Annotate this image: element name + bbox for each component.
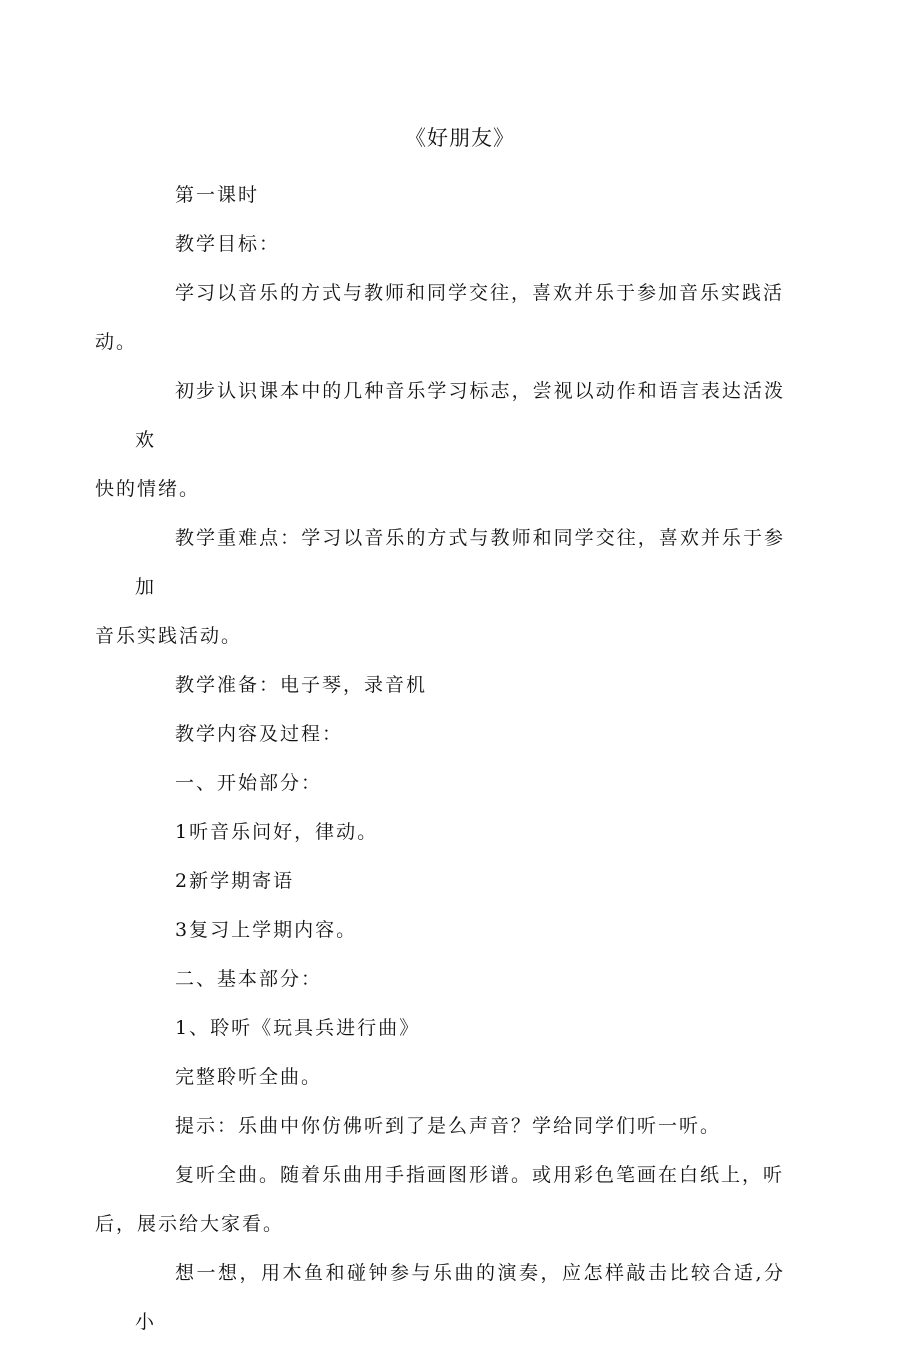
paragraph-line: 提示：乐曲中你仿佛听到了是么声音？学给同学们听一听。 [175, 1115, 722, 1137]
paragraph-step-2 [135, 857, 785, 906]
paragraph-key-difficulty [95, 514, 785, 661]
paragraph-line: 初步认识课本中的几种音乐学习标志，尝视以动作和语言表达活泼欢 [135, 380, 785, 451]
paragraph-content-process-heading [135, 710, 785, 759]
paragraph-section-start [135, 759, 785, 808]
paragraph-line: 完整聆听全曲。 [175, 1066, 323, 1088]
paragraph-line: 1听音乐问好，律动。 [175, 821, 379, 843]
paragraph-line: 第一课时 [175, 184, 260, 206]
paragraph-listen-full [135, 1053, 785, 1102]
paragraph-line: 后，展示给大家看。 [95, 1213, 285, 1235]
paragraph-relisten [95, 1151, 785, 1249]
paragraph-hint [135, 1102, 785, 1151]
paragraph-listen-heading [135, 1004, 785, 1053]
paragraph-line: 教学重难点：学习以音乐的方式与教师和同学交往，喜欢并乐于参加 [135, 527, 785, 598]
paragraph-lesson-period [135, 171, 785, 220]
paragraph-line: 动。 [95, 331, 138, 353]
paragraph-step-1 [135, 808, 785, 857]
paragraph-line: 教学内容及过程： [175, 723, 344, 745]
paragraph-line: 教学准备：电子琴，录音机 [175, 674, 428, 696]
paragraph-line: 教学目标： [175, 233, 281, 255]
paragraph-preparation [135, 661, 785, 710]
paragraph-line: 3复习上学期内容。 [175, 919, 358, 941]
document-body [95, 171, 785, 1347]
paragraph-line: 快的情绪。 [95, 478, 201, 500]
paragraph-goal-1 [95, 269, 785, 367]
paragraph-step-3 [135, 906, 785, 955]
paragraph-line: 2新学期寄语 [175, 870, 295, 892]
paragraph-line: 1、聆听《玩具兵进行曲》 [175, 1017, 421, 1039]
paragraph-line: 想一想，用木鱼和碰钟参与乐曲的演奏，应怎样敲击比较合适,分小 [135, 1262, 785, 1333]
paragraph-line: 复听全曲。随着乐曲用手指画图形谱。或用彩色笔画在白纸上，听 [175, 1164, 785, 1186]
paragraph-section-basic [135, 955, 785, 1004]
paragraph-teaching-goals-heading [135, 220, 785, 269]
paragraph-think [135, 1249, 785, 1347]
paragraph-line: 一、开始部分： [175, 772, 323, 794]
paragraph-goal-2 [95, 367, 785, 514]
paragraph-line: 音乐实践活动。 [95, 625, 243, 647]
paragraph-line: 二、基本部分： [175, 968, 323, 990]
paragraph-line: 学习以音乐的方式与教师和同学交往，喜欢并乐于参加音乐实践活 [175, 282, 785, 304]
document-title: 《好朋友》 [405, 126, 515, 150]
